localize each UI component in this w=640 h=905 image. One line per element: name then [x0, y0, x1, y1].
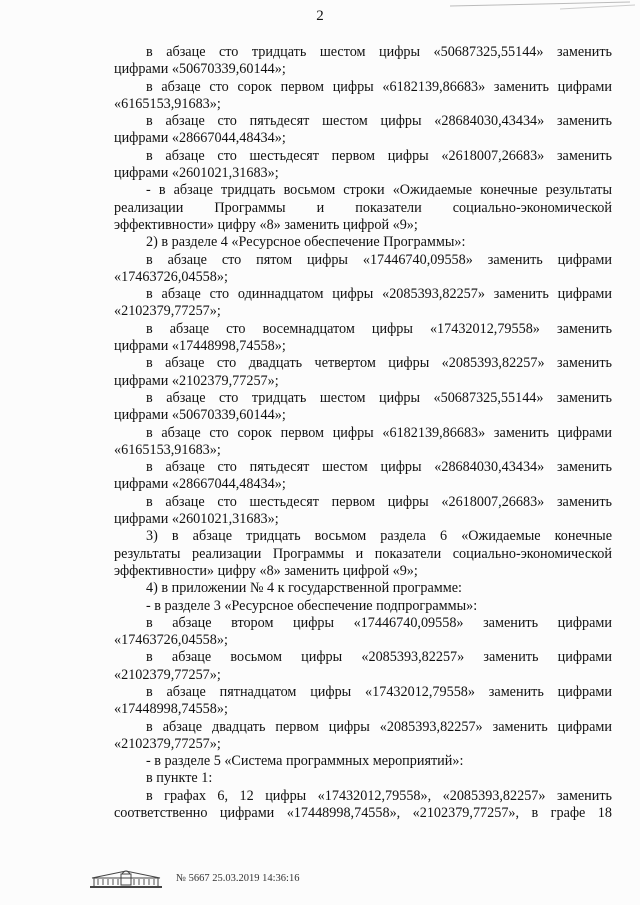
text-line: в абзаце сто сорок первом цифры «6182139,86683» заменить цифрами	[146, 424, 612, 441]
text-line: цифрами «2601021,31683»;	[114, 511, 279, 528]
text-line: «17463726,04558»;	[114, 268, 228, 285]
registration-stamp: № 5667 25.03.2019 14:36:16	[176, 873, 300, 884]
text-line: в абзаце втором цифры «17446740,09558» заменить цифрами	[146, 614, 612, 631]
text-line: в пункте 1:	[146, 770, 213, 787]
text-line: «17463726,04558»;	[114, 632, 228, 649]
text-line: в абзаце сто шестьдесят первом цифры «2618007,26683» заменить	[146, 147, 612, 164]
text-line: - в разделе 5 «Система программных мероприятий»:	[146, 753, 464, 770]
document-body	[114, 44, 612, 822]
text-line: «6165153,91683»;	[114, 95, 221, 112]
text-line: цифрами «50670339,60144»;	[114, 61, 286, 78]
text-line: в абзаце сто одиннадцатом цифры «2085393,82257» заменить цифрами	[146, 286, 612, 303]
text-line: цифрами «17448998,74558»;	[114, 338, 286, 355]
text-line: в абзаце сто тридцать шестом цифры «50687325,55144» заменить	[146, 44, 612, 60]
footer	[88, 866, 608, 896]
text-line: - в разделе 3 «Ресурсное обеспечение подпрограммы»:	[146, 597, 478, 614]
text-line: - в абзаце тридцать восьмом строки «Ожидаемые конечные результаты	[146, 182, 612, 199]
text-line: цифрами «2102379,77257»;	[114, 372, 279, 389]
text-line: реализации Программы и показатели социально-экономической	[114, 199, 612, 216]
text-line: в абзаце сто восемнадцатом цифры «17432012,79558» заменить	[146, 320, 612, 337]
text-line: в абзаце сто пятьдесят шестом цифры «28684030,43434» заменить	[146, 113, 612, 130]
text-line: «2102379,77257»;	[114, 666, 221, 683]
page-number: 2	[316, 8, 324, 24]
text-line: в абзаце сто тридцать шестом цифры «50687325,55144» заменить	[146, 389, 612, 406]
text-line: в абзаце сто пятьдесят шестом цифры «28684030,43434» заменить	[146, 459, 612, 476]
text-line: в абзаце восьмом цифры «2085393,82257» заменить цифрами	[146, 649, 612, 666]
text-line: соответственно цифрами «17448998,74558», «2102379,77257», в графе 18	[114, 805, 612, 822]
text-line: «2102379,77257»;	[114, 303, 221, 320]
scan-artifact	[440, 0, 640, 14]
text-line: в абзаце двадцать первом цифры «2085393,82257» заменить цифрами	[146, 718, 612, 735]
text-line: «17448998,74558»;	[114, 701, 228, 718]
text-line: в абзаце пятнадцатом цифры «17432012,79558» заменить цифрами	[146, 683, 612, 700]
text-line: эффективности» цифру «8» заменить цифрой «9»;	[114, 562, 418, 579]
parliament-building-logo	[88, 866, 164, 890]
text-line: в абзаце сто двадцать четвертом цифры «2085393,82257» заменить	[146, 355, 612, 372]
text-line: 4) в приложении № 4 к государственной программе:	[146, 580, 462, 597]
text-line: в абзаце сто сорок первом цифры «6182139,86683» заменить цифрами	[146, 78, 612, 95]
text-line: в абзаце сто пятом цифры «17446740,09558» заменить цифрами	[146, 251, 612, 268]
text-line: цифрами «28667044,48434»;	[114, 130, 286, 147]
text-line: результаты реализации Программы и показатели социально-экономической	[114, 545, 612, 562]
text-line: 3) в абзаце тридцать восьмом раздела 6 «Ожидаемые конечные	[146, 528, 612, 545]
text-line: цифрами «28667044,48434»;	[114, 476, 286, 493]
text-line: 2) в разделе 4 «Ресурсное обеспечение Программы»:	[146, 234, 466, 251]
text-line: «6165153,91683»;	[114, 441, 221, 458]
text-line: цифрами «50670339,60144»;	[114, 407, 286, 424]
text-line: в абзаце сто шестьдесят первом цифры «2618007,26683» заменить	[146, 493, 612, 510]
text-line: эффективности» цифру «8» заменить цифрой «9»;	[114, 216, 418, 233]
text-line: цифрами «2601021,31683»;	[114, 165, 279, 182]
text-line: в графах 6, 12 цифры «17432012,79558», «2085393,82257» заменить	[146, 787, 612, 804]
text-line: «2102379,77257»;	[114, 735, 221, 752]
